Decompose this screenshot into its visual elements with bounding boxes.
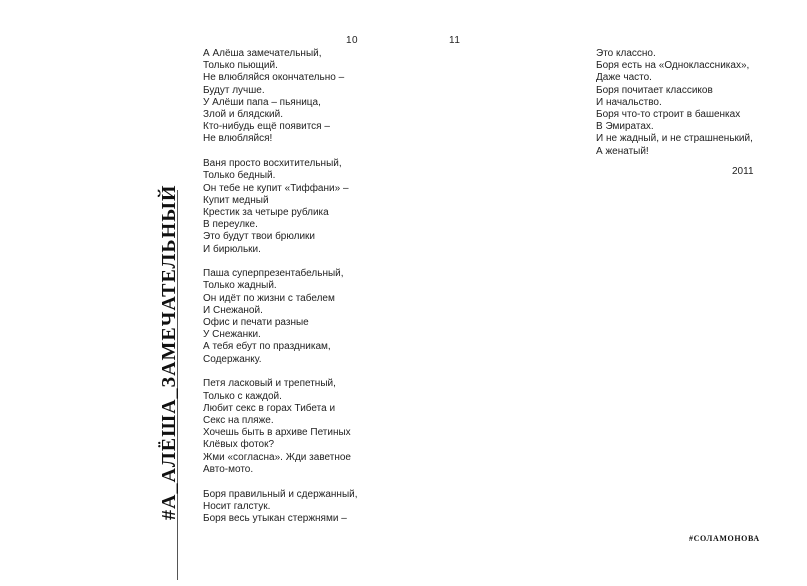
page-number-right: 11	[449, 35, 461, 46]
poem-line: Хочешь быть в архиве Петиных	[203, 427, 351, 439]
poem-line: Злой и блядский.	[203, 109, 283, 121]
poem-line: Это классно.	[596, 48, 656, 59]
poem-line: И бирюльки.	[203, 243, 261, 255]
poem-column-left	[203, 48, 403, 538]
poem-line: Только жадный.	[203, 280, 277, 292]
poem-line: А Алёша замечательный,	[203, 48, 322, 59]
poem-line: Секс на пляже.	[203, 414, 274, 426]
poem-line: И не жадный, и не страшненький,	[596, 133, 753, 145]
poem-line: Не влюбляйся окончательно –	[203, 72, 345, 84]
poem-line: Содержанку.	[203, 353, 262, 365]
poem-line: У Снежанки.	[203, 329, 261, 341]
poem-line: Паша суперпрезентабельный,	[203, 268, 344, 280]
poem-line: Любит секс в горах Тибета и	[203, 402, 336, 414]
poem-year: 2011	[732, 166, 754, 177]
poem-line: Только пьющий.	[203, 60, 278, 72]
poem-line: Не влюбляйся!	[203, 133, 273, 145]
stanza	[203, 489, 403, 526]
poem-line: Только бедный.	[203, 170, 276, 182]
poem-line: У Алёши папа – пьяница,	[203, 96, 321, 108]
poem-line: Боря есть на «Одноклассниках»,	[596, 60, 750, 72]
poem-line: В переулке.	[203, 219, 258, 231]
poem-line: Авто-мото.	[203, 463, 254, 475]
poem-line: Петя ласковый и трепетный,	[203, 378, 336, 390]
poem-line: Кто-нибудь ещё появится –	[203, 121, 330, 133]
page-number-left: 10	[346, 35, 359, 46]
poem-line: И начальство.	[596, 96, 662, 108]
poem-line: А тебя ебут по праздникам,	[203, 341, 331, 353]
poem-line: Это будут твои брюлики	[203, 231, 316, 243]
poem-line: Жми «согласна». Жди заветное	[203, 451, 351, 463]
poem-line: Боря правильный и сдержанный,	[203, 488, 358, 500]
poem-line: Офис и печати разные	[203, 317, 309, 329]
stanza	[596, 48, 766, 158]
poem-line: Носит галстук.	[203, 500, 271, 512]
poem-line: А женатый!	[596, 145, 649, 157]
stanza	[203, 48, 403, 146]
poem-line: Даже часто.	[596, 72, 652, 84]
poem-line: Боря весь утыкан стержнями –	[203, 512, 347, 524]
poem-line: И Снежаной.	[203, 304, 263, 316]
poem-line: Ваня просто восхитительный,	[203, 158, 342, 170]
vertical-title: #А_АЛЁША_ЗАМЕЧАТЕЛЬНЫЙ	[158, 184, 180, 520]
poem-line: Крестик за четыре рублика	[203, 206, 329, 218]
poem-line: Он тебе не купит «Тиффани» –	[203, 182, 349, 194]
poem-line: Боря почитает классиков	[596, 84, 713, 96]
poem-line: Боря что-то строит в башенках	[596, 109, 741, 121]
poem-line: Только с каждой.	[203, 390, 282, 402]
stanza	[203, 268, 403, 366]
stanza	[203, 378, 403, 476]
poem-column-right	[596, 48, 766, 170]
poem-line: Клёвых фоток?	[203, 439, 275, 451]
brand-mark: #СОЛАМОНОВА	[689, 534, 760, 543]
poem-line: В Эмиратах.	[596, 121, 654, 133]
poem-line: Купит медный	[203, 194, 269, 206]
poem-line: Будут лучше.	[203, 84, 265, 96]
stanza	[203, 158, 403, 256]
poem-line: Он идёт по жизни с табелем	[203, 292, 335, 304]
